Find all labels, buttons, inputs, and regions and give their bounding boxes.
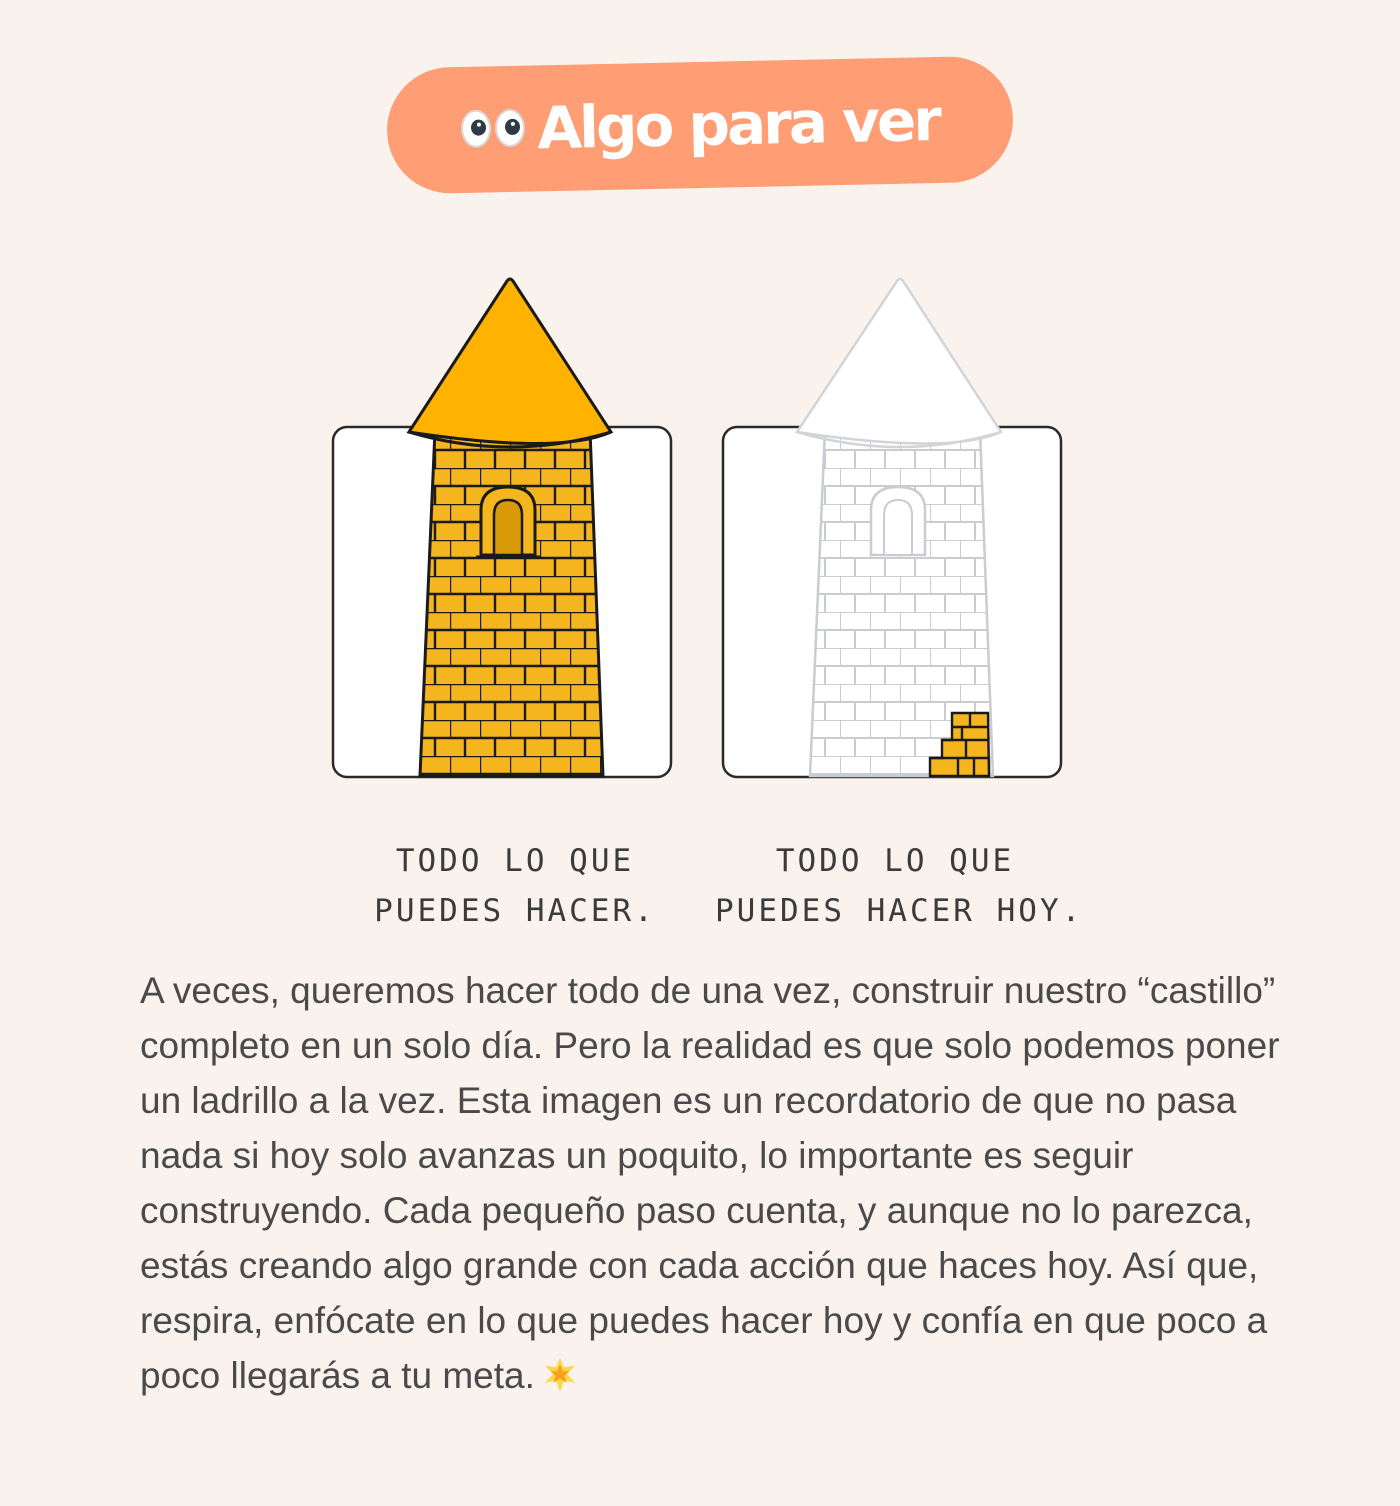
glowing-star-icon [541, 1356, 579, 1394]
today-tower-panel [723, 279, 1061, 777]
caption-line: TODO LO QUE [775, 843, 1015, 879]
caption-line: PUEDES HACER HOY. [715, 893, 1084, 929]
caption-all-you-can-do-today [715, 836, 1084, 936]
caption-line: TODO LO QUE [395, 843, 635, 879]
section-title: Algo para ver [536, 86, 940, 163]
roof-cone [409, 279, 611, 444]
body-paragraph [140, 963, 1280, 1403]
complete-tower-panel [333, 279, 671, 777]
caption-line: PUEDES HACER. [374, 893, 656, 929]
caption-all-you-can-do [365, 836, 665, 936]
body-text: A veces, queremos hacer todo de una vez, construir nuestro “castillo” completo en un solo día. Pero la realidad es que solo podemos poner un ladrillo a la vez. Esta imagen es un recordatorio de que no pasa nada si hoy solo avanzas un poquito, lo importante es seguir construyendo. Cada pequeño paso cuenta, y aunque no lo parezca, estás creando algo grande con cada acción que haces hoy. Así que, respira, enfócate en lo que puedes hacer hoy y confía en que poco a poco llegarás a tu meta. [140, 970, 1280, 1396]
